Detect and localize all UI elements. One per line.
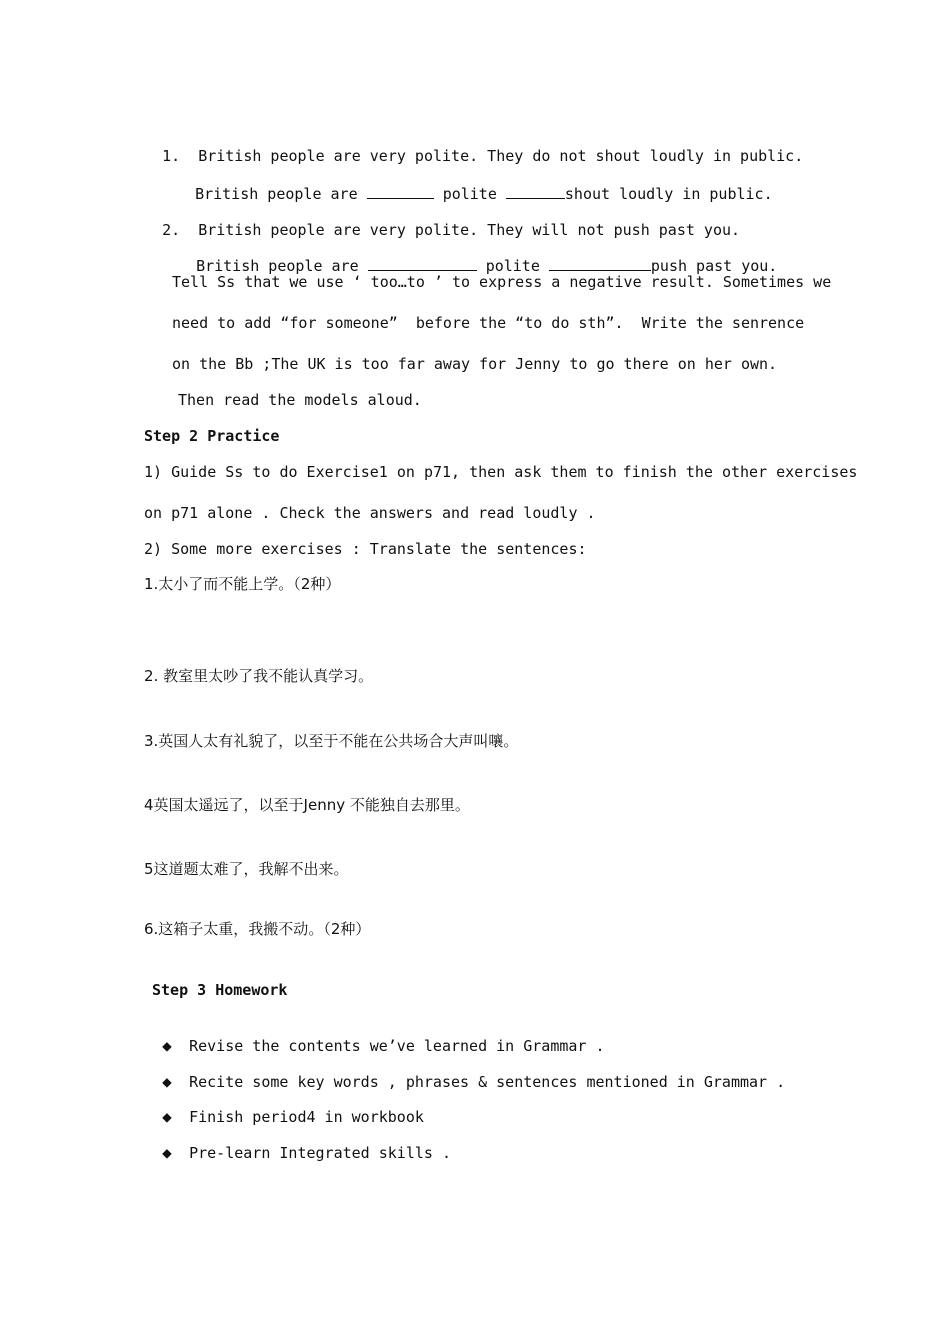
- translation-1: 1.太小了而不能上学。（2种）: [144, 575, 341, 593]
- q2-blank-2[interactable]: [549, 256, 651, 271]
- q2-sentence: British people are very polite. They will not push past you.: [198, 221, 741, 239]
- diamond-bullet-icon: ◆: [162, 1107, 172, 1126]
- homework-text: Recite some key words , phrases & sentences mentioned in Grammar .: [189, 1073, 786, 1091]
- homework-text: Finish period4 in workbook: [189, 1108, 424, 1126]
- q1-blank-1[interactable]: [367, 184, 434, 199]
- q2-rewrite-c: push past you.: [650, 257, 778, 275]
- homework-item: [144, 1016, 605, 1056]
- q1-number: 1.: [162, 147, 181, 165]
- diamond-bullet-icon: ◆: [162, 1036, 172, 1055]
- step2-p1-line1: 1) Guide Ss to do Exercise1 on p71, then ask them to finish the other exercises: [144, 463, 858, 481]
- homework-item: [144, 1123, 451, 1163]
- diamond-bullet-icon: ◆: [162, 1143, 172, 1162]
- translation-4: 4英国太遥远了，以至于Jenny 不能独自去那里。: [144, 796, 470, 814]
- q1-rewrite-b: polite: [442, 185, 497, 203]
- explain-line-1: Tell Ss that we use ‘ too…to ’ to express a negative result. Sometimes we: [172, 273, 832, 291]
- step2-p2: 2) Some more exercises : Translate the sentences:: [144, 540, 587, 558]
- translation-6: 6.这箱子太重，我搬不动。（2种）: [144, 920, 371, 938]
- homework-text: Pre-learn Integrated skills .: [189, 1144, 451, 1162]
- explain-line-2: need to add “for someone” before the “to do sth”. Write the senrence: [172, 314, 805, 332]
- q1-line: [144, 126, 803, 166]
- q1-rewrite: [177, 164, 773, 204]
- q1-blank-2[interactable]: [506, 184, 565, 199]
- homework-item: [144, 1052, 785, 1092]
- q2-rewrite: [178, 236, 777, 276]
- read-models: Then read the models aloud.: [178, 391, 422, 409]
- step2-heading: Step 2 Practice: [144, 427, 280, 445]
- translation-2: 2. 教室里太吵了我不能认真学习。: [144, 667, 374, 685]
- diamond-bullet-icon: ◆: [162, 1072, 172, 1091]
- q1-rewrite-c: shout loudly in public.: [564, 185, 773, 203]
- q2-number: 2.: [162, 221, 181, 239]
- q2-rewrite-b: polite: [485, 257, 540, 275]
- q1-sentence: British people are very polite. They do not shout loudly in public.: [198, 147, 804, 165]
- homework-text: Revise the contents we’ve learned in Grammar .: [189, 1037, 605, 1055]
- translation-5: 5这道题太难了，我解不出来。: [144, 860, 349, 878]
- q2-blank-1[interactable]: [368, 256, 477, 271]
- explain-line-3: on the Bb ;The UK is too far away for Jenny to go there on her own.: [172, 355, 778, 373]
- translation-3: 3.英国人太有礼貌了，以至于不能在公共场合大声叫嚷。: [144, 732, 519, 750]
- step2-p1-line2: on p71 alone . Check the answers and read loudly .: [144, 504, 596, 522]
- q2-rewrite-a: British people are: [196, 257, 359, 275]
- homework-item: [144, 1087, 424, 1127]
- step3-heading: Step 3 Homework: [152, 981, 288, 999]
- q1-rewrite-a: British people are: [195, 185, 358, 203]
- q2-line: [144, 200, 740, 240]
